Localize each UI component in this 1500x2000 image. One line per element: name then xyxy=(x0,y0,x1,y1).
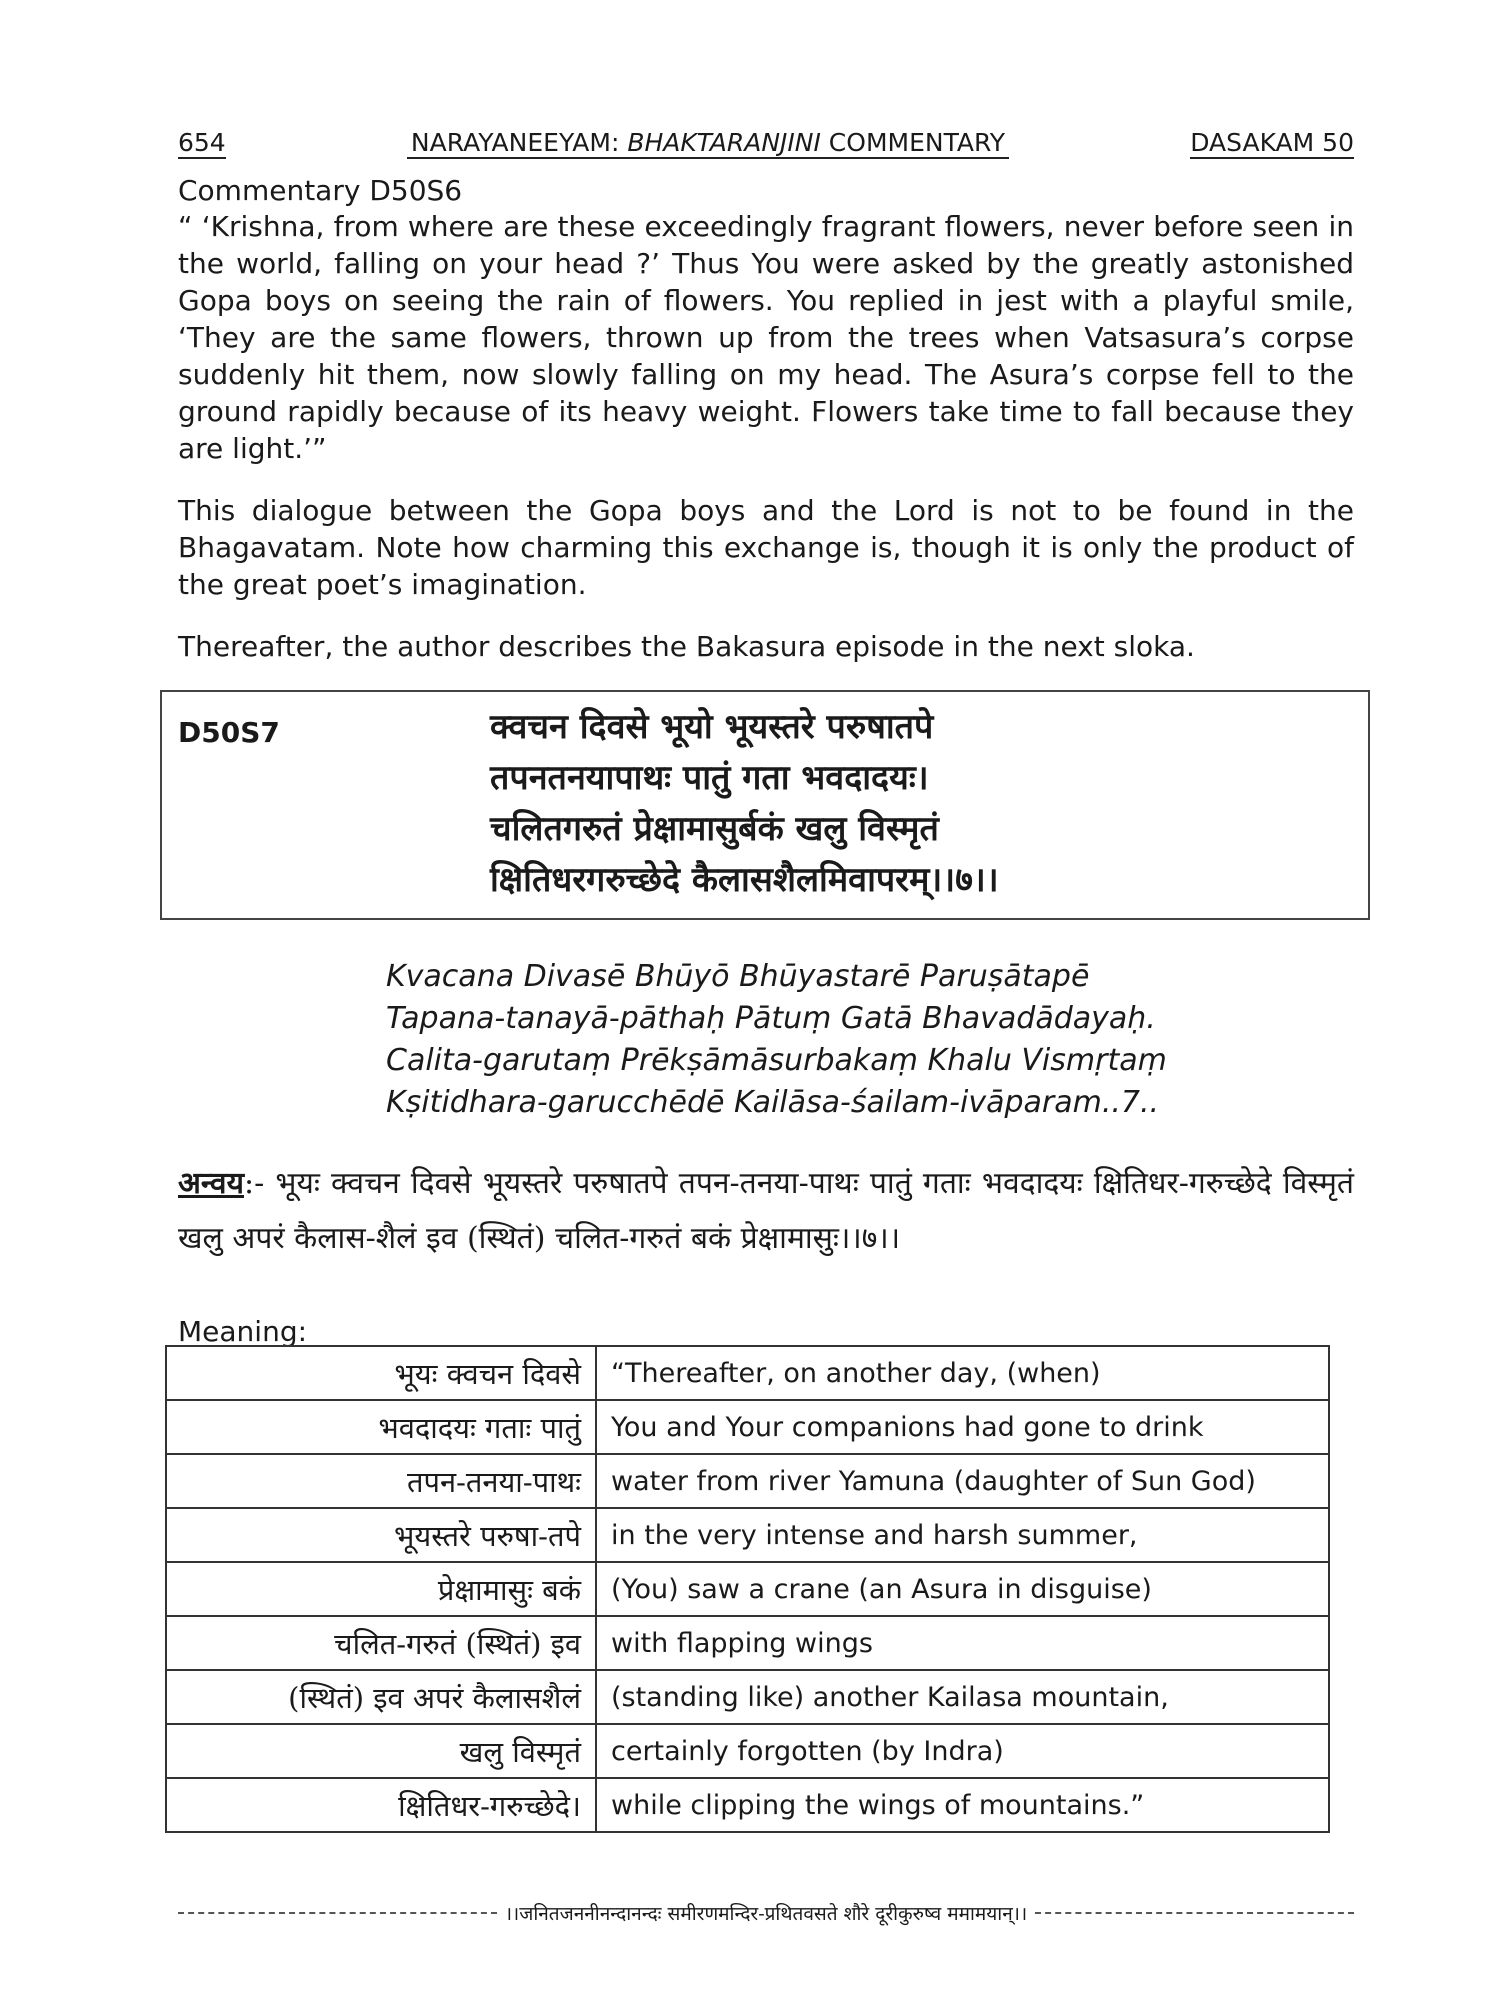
running-title xyxy=(407,128,1009,159)
sanskrit-cell: खलु विस्मृतं xyxy=(166,1724,596,1778)
sanskrit-cell: प्रेक्षामासुः बकं xyxy=(166,1562,596,1616)
table-row xyxy=(166,1454,1329,1508)
english-cell: water from river Yamuna (daughter of Sun God) xyxy=(596,1454,1329,1508)
transliteration-line: Calita-garutaṃ Prēkṣāmāsurbakaṃ Khalu Vismṛtaṃ xyxy=(386,1043,1167,1078)
sanskrit-cell: चलित-गरुतं (स्थितं) इव xyxy=(166,1616,596,1670)
english-cell: You and Your companions had gone to drink xyxy=(596,1400,1329,1454)
title-prefix: NARAYANEEYAM: xyxy=(410,128,628,157)
sloka-verse xyxy=(490,702,999,906)
english-cell: (You) saw a crane (an Asura in disguise) xyxy=(596,1562,1329,1616)
sanskrit-cell: (स्थितं) इव अपरं कैलासशैलं xyxy=(166,1670,596,1724)
commentary-paragraph: “ ‘Krishna, from where are these exceedingly fragrant flowers, never before seen in the world, falling on your head ?’ Thus You were asked by the greatly astonished Gopa boys on seeing the rain of flowers. You replied in jest with a playful smile, ‘They are the same flowers, thrown up from the trees when Vatsasura’s corpse suddenly hit them, now slowly falling on my head. The Asura’s corpse fell to the ground rapidly because of its heavy weight. Flowers take time to fall because they are light.’” xyxy=(178,210,1354,465)
transliteration xyxy=(386,956,1167,1124)
sloka-id: D50S7 xyxy=(178,716,280,749)
sloka-line: तपनतनयापाथः पातुं गता भवदादयः। xyxy=(490,758,929,798)
footer-divider-right xyxy=(1035,1912,1354,1914)
title-suffix: COMMENTARY xyxy=(820,128,1006,157)
sanskrit-cell: क्षितिधर-गरुच्छेदे। xyxy=(166,1778,596,1832)
anvaya-text: :- भूयः क्वचन दिवसे भूयस्तरे परुषातपे तपन-तनया-पाथः पातुं गताः भवदादयः क्षितिधर-गरुच्छेदे विस्मृतं खलु अपरं कैलास-शैलं इव (स्थितं) चलित-गरुतं बकं प्रेक्षामासुः।।७।। xyxy=(178,1166,1354,1256)
english-cell: certainly forgotten (by Indra) xyxy=(596,1724,1329,1778)
commentary-heading: Commentary D50S6 xyxy=(178,174,463,207)
sanskrit-cell: भूयः क्वचन दिवसे xyxy=(166,1346,596,1400)
sanskrit-cell: भूयस्तरे परुषा-तपे xyxy=(166,1508,596,1562)
transliteration-line: Tapana-tanayā-pāthaḥ Pātuṃ Gatā Bhavadādayaḥ. xyxy=(386,1001,1156,1036)
title-italic: BHAKTARANJINI xyxy=(627,128,821,157)
meaning-table xyxy=(165,1345,1330,1833)
footer-divider-left xyxy=(178,1912,497,1914)
dialogue-paragraph: This dialogue between the Gopa boys and the Lord is not to be found in the Bhagavatam. Note how charming this exchange is, though it is only the product of the great poet’s imagination. xyxy=(178,494,1354,601)
english-cell: (standing like) another Kailasa mountain, xyxy=(596,1670,1329,1724)
page-footer xyxy=(178,1900,1354,1926)
page-number: 654 xyxy=(178,128,226,157)
english-cell: “Thereafter, on another day, (when) xyxy=(596,1346,1329,1400)
table-row xyxy=(166,1616,1329,1670)
table-row xyxy=(166,1778,1329,1832)
section-label: DASAKAM 50 xyxy=(1190,128,1354,157)
table-row xyxy=(166,1346,1329,1400)
table-row xyxy=(166,1562,1329,1616)
sanskrit-cell: तपन-तनया-पाथः xyxy=(166,1454,596,1508)
transition-paragraph: Thereafter, the author describes the Bakasura episode in the next sloka. xyxy=(178,630,1195,663)
sloka-line: क्वचन दिवसे भूयो भूयस्तरे परुषातपे xyxy=(490,707,934,747)
sloka-line: क्षितिधरगरुच्छेदे कैलासशैलमिवापरम्।।७।। xyxy=(490,860,999,900)
transliteration-line: Kṣitidhara-garucchēdē Kailāsa-śailam-ivāparam..7.. xyxy=(386,1085,1160,1120)
sanskrit-cell: भवदादयः गताः पातुं xyxy=(166,1400,596,1454)
meaning-label: Meaning: xyxy=(178,1315,308,1348)
sloka-box xyxy=(160,690,1370,920)
english-cell: in the very intense and harsh summer, xyxy=(596,1508,1329,1562)
table-row xyxy=(166,1508,1329,1562)
anvaya-label: अन्वय xyxy=(178,1166,244,1201)
english-cell: with flapping wings xyxy=(596,1616,1329,1670)
transliteration-line: Kvacana Divasē Bhūyō Bhūyastarē Paruṣātapē xyxy=(386,959,1090,994)
table-row xyxy=(166,1670,1329,1724)
footer-prayer: ।।जनितजननीनन्दानन्दः समीरणमन्दिर-प्रथितवसते शौरे दूरीकुरुष्व ममामयान्।। xyxy=(504,1903,1028,1925)
sloka-line: चलितगरुतं प्रेक्षामासुर्बकं खलु विस्मृतं xyxy=(490,809,939,849)
english-cell: while clipping the wings of mountains.” xyxy=(596,1778,1329,1832)
table-row xyxy=(166,1400,1329,1454)
anvaya-paragraph xyxy=(178,1156,1354,1266)
table-row xyxy=(166,1724,1329,1778)
page-header xyxy=(178,128,1354,161)
